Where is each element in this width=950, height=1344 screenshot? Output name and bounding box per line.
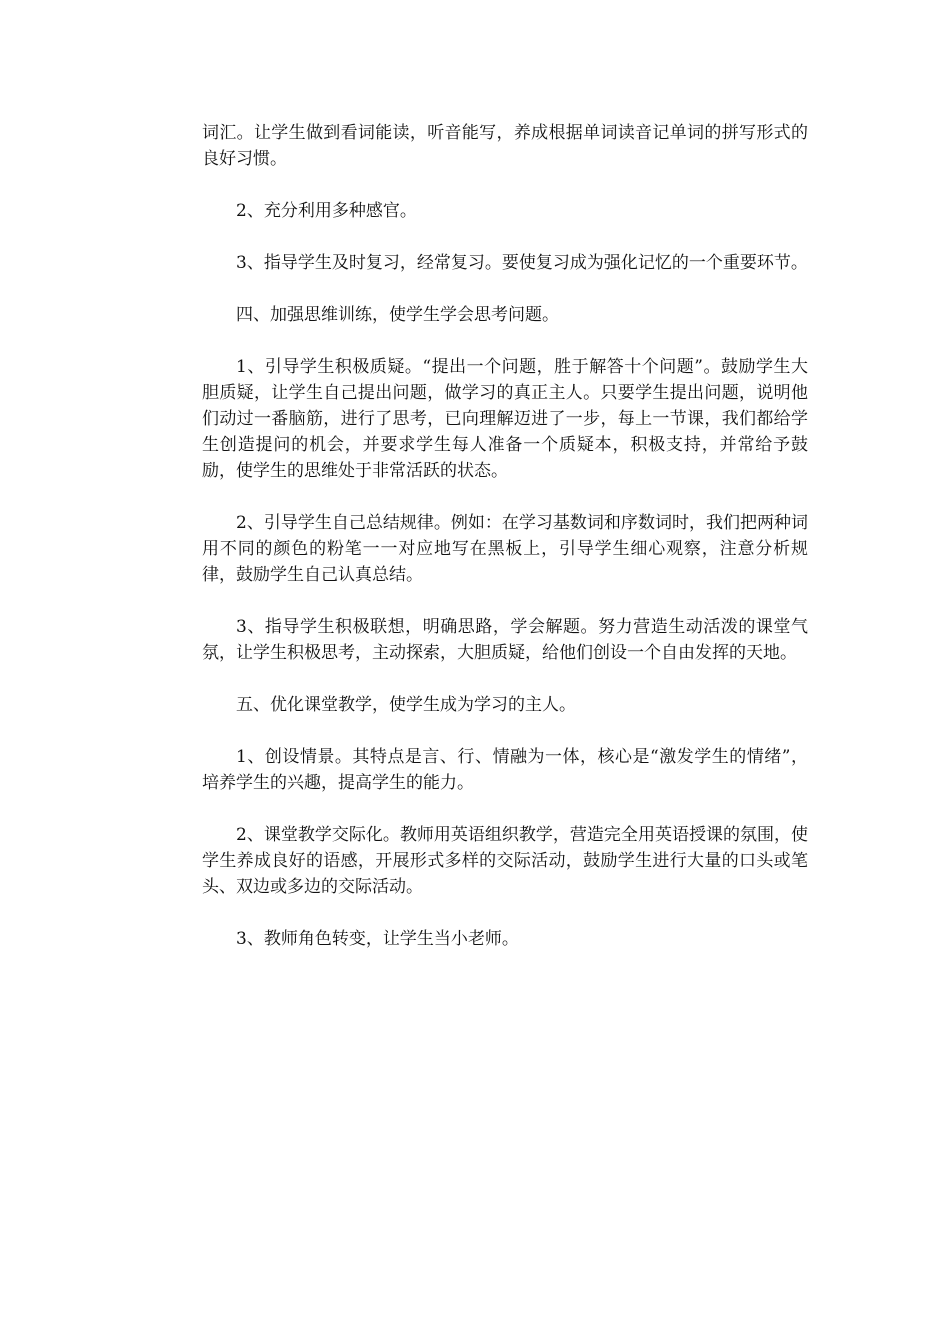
paragraph-item-3-role-change: 3、教师角色转变，让学生当小老师。 xyxy=(236,929,519,949)
paragraph-item-2-communication: 2、课堂教学交际化。教师用英语组织教学，营造完全用英语授课的氛围，使学生养成良好的语感，开展形式多样的交际活动，鼓励学生进行大量的口头或笔头、双边或多边的交际活动。 xyxy=(202,825,808,897)
paragraph-item-2-senses: 2、充分利用多种感官。 xyxy=(236,201,417,221)
section-heading-4: 四、加强思维训练，使学生学会思考问题。 xyxy=(236,305,559,325)
document-body xyxy=(202,120,808,978)
paragraph-item-1-scenario: 1、创设情景。其特点是言、行、情融为一体，核心是“激发学生的情绪”，培养学生的兴趣，提高学生的能力。 xyxy=(202,747,808,793)
paragraph-item-3-association: 3、指导学生积极联想，明确思路，学会解题。努力营造生动活泼的课堂气氛，让学生积极思考，主动探索，大胆质疑，给他们创设一个自由发挥的天地。 xyxy=(202,617,808,663)
paragraph-continuation: 词汇。让学生做到看词能读，听音能写，养成根据单词读音记单词的拼写形式的良好习惯。 xyxy=(202,123,808,169)
paragraph-item-1-questioning: 1、引导学生积极质疑。“提出一个问题，胜于解答十个问题”。鼓励学生大胆质疑，让学生自己提出问题，做学习的真正主人。只要学生提出问题，说明他们动过一番脑筋，进行了思考，已向理解迈进了一步，每上一节课，我们都给学生创造提问的机会，并要求学生每人准备一个质疑本，积极支持，并常给予鼓励，使学生的思维处于非常活跃的状态。 xyxy=(202,357,808,481)
section-heading-5: 五、优化课堂教学，使学生成为学习的主人。 xyxy=(236,695,576,715)
paragraph-item-3-review: 3、指导学生及时复习，经常复习。要使复习成为强化记忆的一个重要环节。 xyxy=(236,253,808,273)
paragraph-item-2-rules: 2、引导学生自己总结规律。例如：在学习基数词和序数词时，我们把两种词用不同的颜色的粉笔一一对应地写在黑板上，引导学生细心观察，注意分析规律，鼓励学生自己认真总结。 xyxy=(202,513,808,585)
